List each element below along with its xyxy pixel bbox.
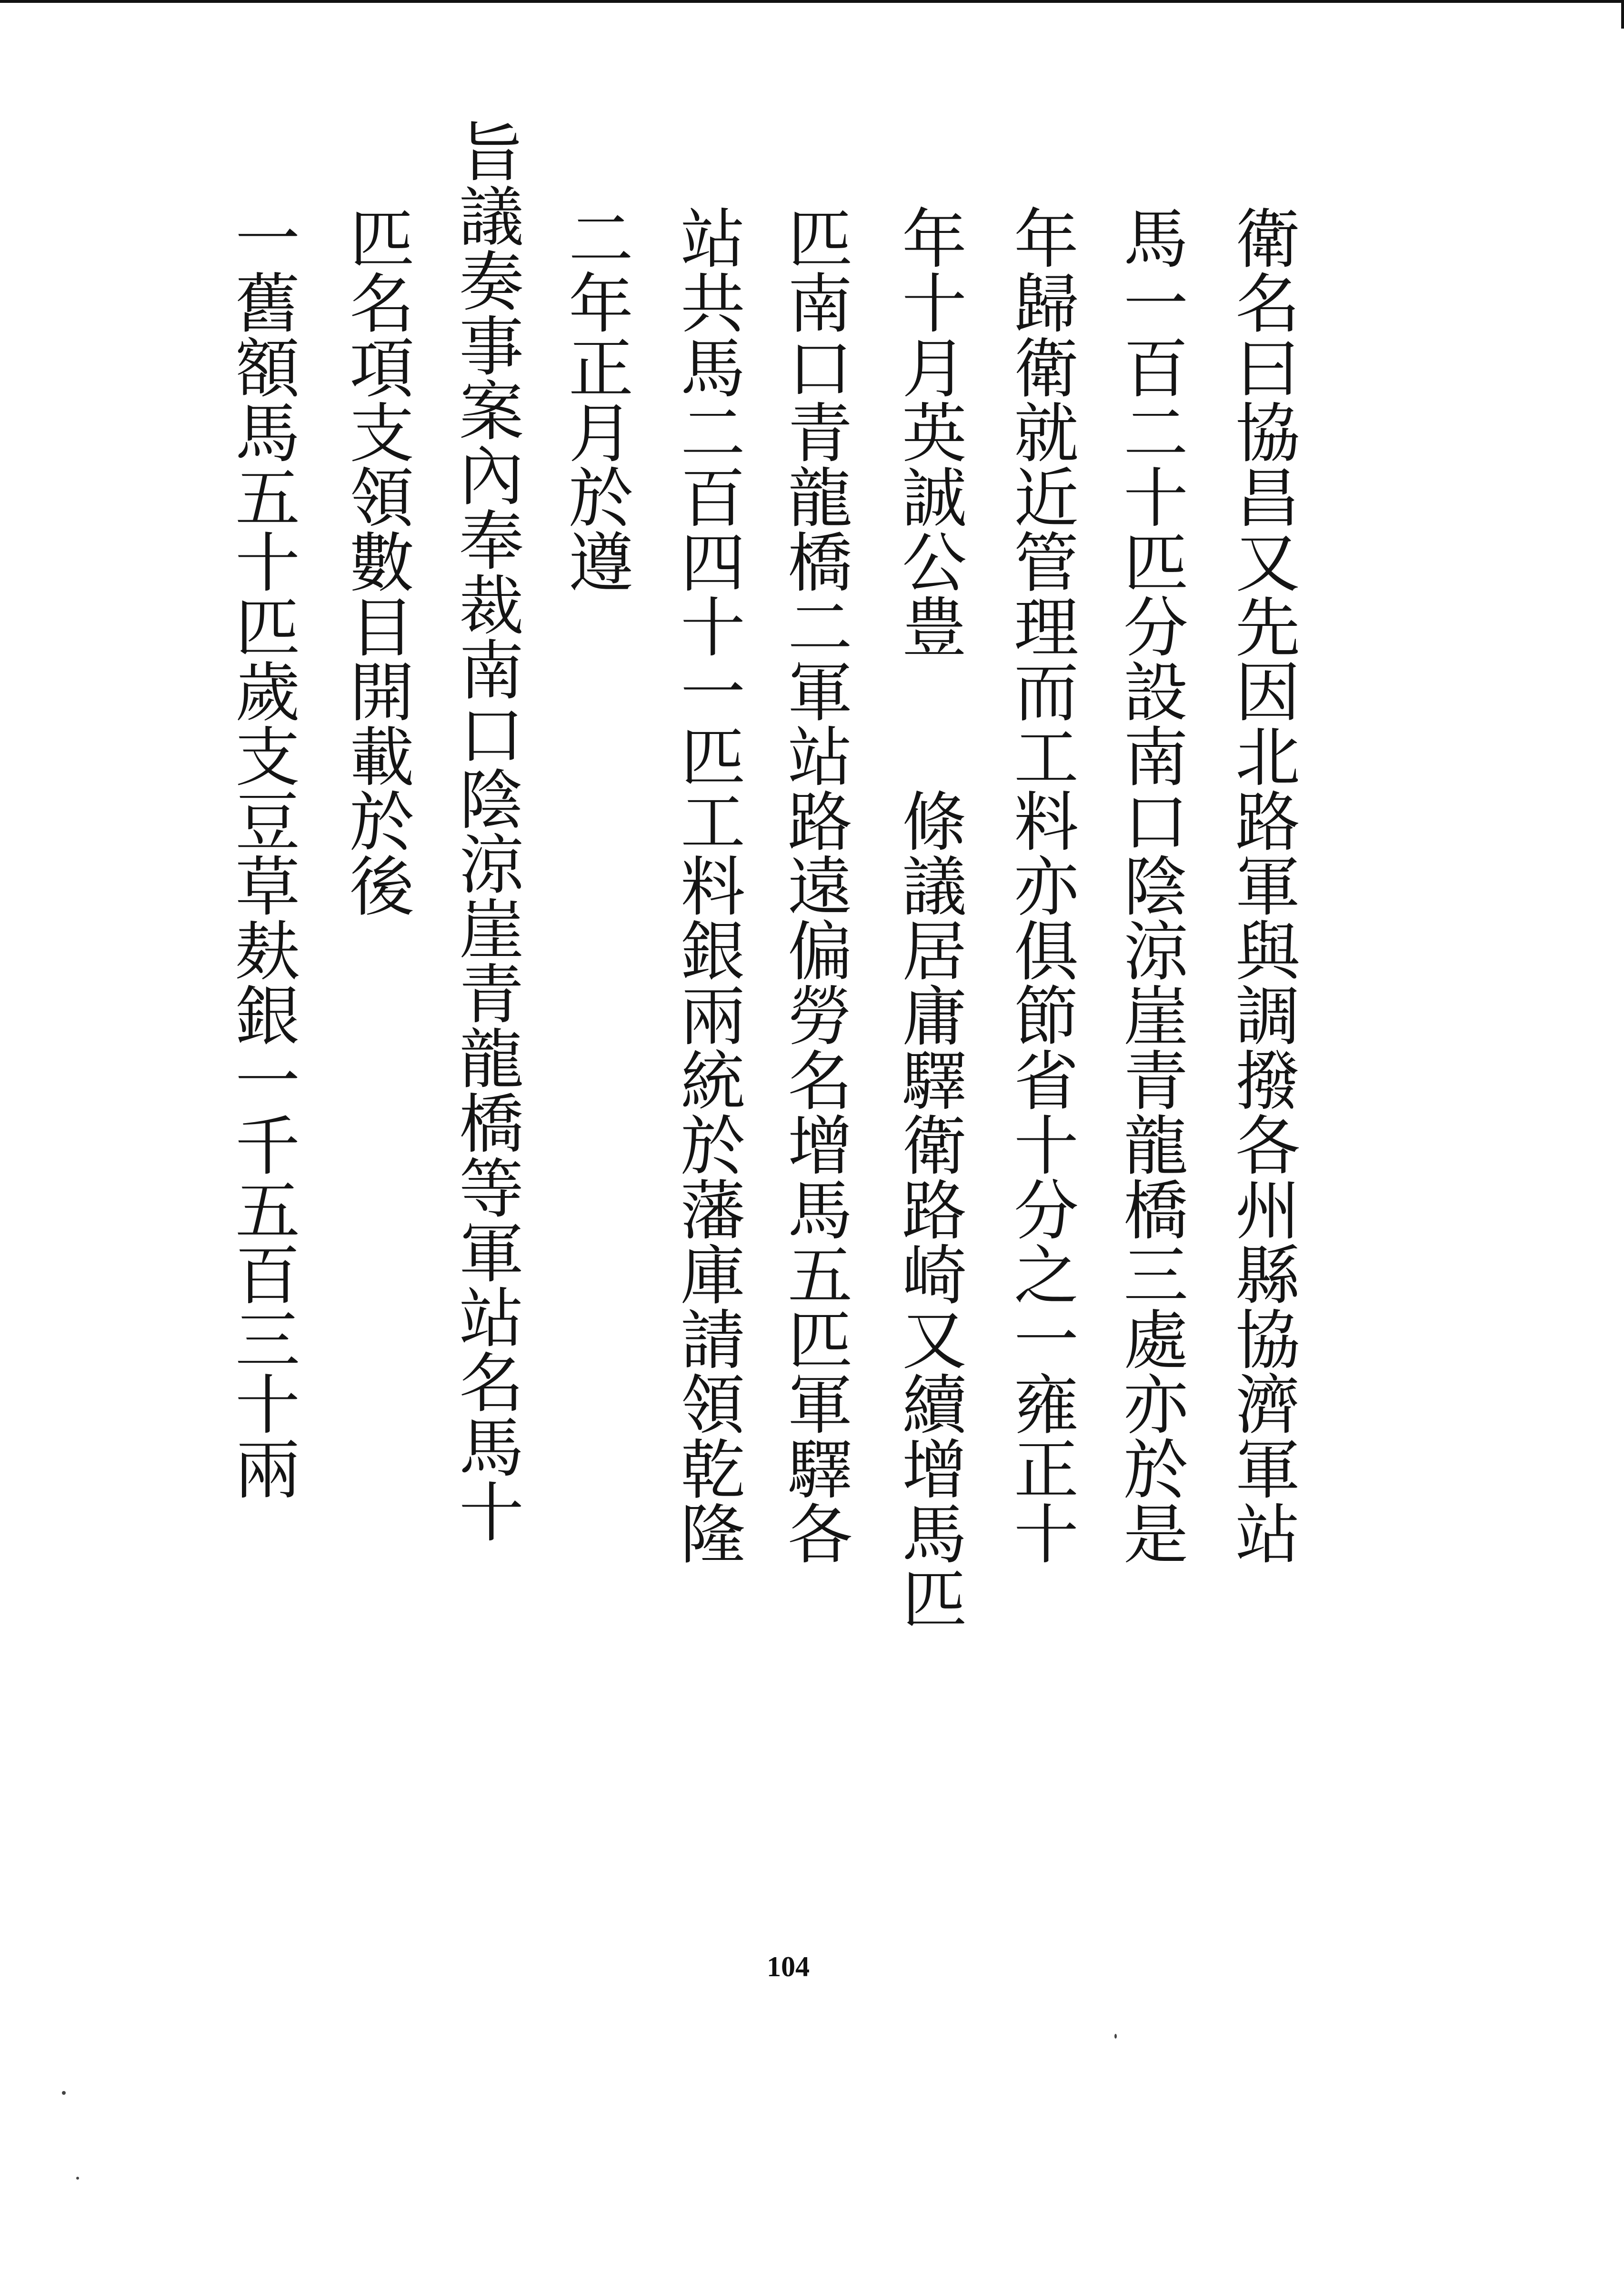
text-column-1: 衛名曰協昌又先因北路軍與調撥各州縣協濟軍站: [1224, 205, 1299, 1565]
right-border-line: [1621, 0, 1624, 29]
text-column-10: 一舊額馬五十匹歲支豆草麸銀一千五百三十兩: [224, 205, 299, 1500]
text-column-6: 站共馬二百四十一匹工料銀兩統於藩庫請領乾隆: [669, 205, 744, 1565]
text-column-2: 馬一百二十匹分設南口陰涼崖青龍橋三處亦於是: [1112, 205, 1187, 1565]
text-column-4: 年十月英誠公豊 條議居庸驛衛路崎又續增馬匹: [891, 205, 966, 1630]
scan-speck: [62, 2091, 66, 2095]
scan-speck: [1114, 2034, 1117, 2039]
scan-speck: [76, 2177, 79, 2180]
text-column-7: 二年正月於遵: [557, 205, 632, 593]
text-column-9: 匹名項支領數目開載於後: [338, 205, 413, 917]
top-border-line: [0, 0, 1624, 3]
text-column-5: 匹南口青龍橋二軍站路遠偏勞名增馬五匹軍驛各: [776, 205, 852, 1565]
text-column-8: 旨議奏事案內奉裁南口陰涼崖青龍橋等軍站名馬十: [448, 118, 523, 1543]
text-column-3: 年歸衛就近管理而工料亦俱節省十分之一雍正十: [1002, 205, 1078, 1565]
page-number: 104: [767, 1951, 810, 1982]
